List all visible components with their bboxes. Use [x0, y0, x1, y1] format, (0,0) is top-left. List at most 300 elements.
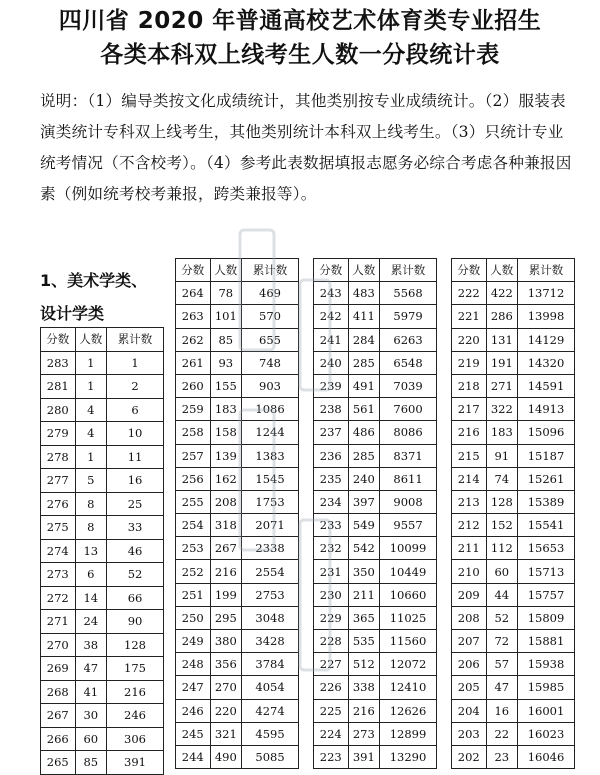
table-row	[176, 305, 299, 328]
count-cell: 397	[348, 490, 380, 513]
score-cell: 281	[41, 375, 76, 399]
count-cell: 155	[210, 374, 242, 397]
score-cell: 267	[41, 704, 76, 728]
count-cell: 30	[75, 704, 107, 728]
table-row	[452, 351, 575, 374]
cumulative-cell: 11025	[380, 606, 437, 629]
count-cell: 74	[486, 467, 518, 490]
count-cell: 44	[486, 583, 518, 606]
score-cell: 252	[176, 560, 211, 583]
count-cell: 486	[348, 421, 380, 444]
score-cell: 249	[176, 630, 211, 653]
cumulative-cell: 2071	[242, 514, 299, 537]
count-cell: 128	[486, 490, 518, 513]
score-cell: 254	[176, 514, 211, 537]
count-cell: 60	[75, 727, 107, 751]
score-cell: 204	[452, 699, 487, 722]
cumulative-cell: 6548	[380, 351, 437, 374]
count-cell: 535	[348, 630, 380, 653]
score-cell: 274	[41, 539, 76, 563]
count-cell: 38	[75, 633, 107, 657]
cumulative-cell: 216	[107, 680, 164, 704]
score-cell: 255	[176, 490, 211, 513]
table-row	[41, 398, 164, 422]
score-cell: 266	[41, 727, 76, 751]
score-cell: 228	[314, 630, 349, 653]
table-row	[176, 328, 299, 351]
cumulative-cell: 15757	[518, 583, 575, 606]
count-cell: 356	[210, 653, 242, 676]
count-cell: 22	[486, 722, 518, 745]
table-row	[452, 699, 575, 722]
score-cell: 271	[41, 610, 76, 634]
column-header: 人数	[486, 259, 518, 282]
score-cell: 242	[314, 305, 349, 328]
count-cell: 380	[210, 630, 242, 653]
score-cell: 250	[176, 606, 211, 629]
cumulative-cell: 4274	[242, 699, 299, 722]
count-cell: 286	[486, 305, 518, 328]
cumulative-cell: 903	[242, 374, 299, 397]
count-cell: 321	[210, 722, 242, 745]
cumulative-cell: 10660	[380, 583, 437, 606]
count-cell: 4	[75, 398, 107, 422]
score-cell: 243	[314, 282, 349, 305]
cumulative-cell: 14129	[518, 328, 575, 351]
score-cell: 215	[452, 444, 487, 467]
cumulative-cell: 15389	[518, 490, 575, 513]
count-cell: 318	[210, 514, 242, 537]
count-cell: 13	[75, 539, 107, 563]
table-row	[314, 374, 437, 397]
score-cell: 213	[452, 490, 487, 513]
count-cell: 4	[75, 422, 107, 446]
cumulative-cell: 1753	[242, 490, 299, 513]
count-cell: 16	[486, 699, 518, 722]
column-header: 累计数	[518, 259, 575, 282]
cumulative-cell: 16046	[518, 745, 575, 768]
count-cell: 78	[210, 282, 242, 305]
count-cell: 8	[75, 516, 107, 540]
cumulative-cell: 13290	[380, 745, 437, 768]
count-cell: 350	[348, 560, 380, 583]
header-row	[452, 259, 575, 282]
table-row	[41, 680, 164, 704]
count-cell: 24	[75, 610, 107, 634]
cumulative-cell: 12072	[380, 653, 437, 676]
table-row	[314, 722, 437, 745]
column-header: 人数	[75, 328, 107, 352]
table-row	[314, 467, 437, 490]
cumulative-cell: 6	[107, 398, 164, 422]
table-row	[41, 492, 164, 516]
count-cell: 512	[348, 653, 380, 676]
score-cell: 205	[452, 676, 487, 699]
table-row	[41, 586, 164, 610]
table-row	[314, 653, 437, 676]
table-row	[176, 676, 299, 699]
table-row	[41, 751, 164, 775]
column-header: 分数	[176, 259, 211, 282]
cumulative-cell: 15187	[518, 444, 575, 467]
count-cell: 47	[75, 657, 107, 681]
count-cell: 162	[210, 467, 242, 490]
table-row	[41, 610, 164, 634]
count-cell: 85	[210, 328, 242, 351]
score-cell: 259	[176, 398, 211, 421]
cumulative-cell: 16	[107, 469, 164, 493]
score-cell: 238	[314, 398, 349, 421]
header-row	[41, 328, 164, 352]
score-cell: 257	[176, 444, 211, 467]
cumulative-cell: 46	[107, 539, 164, 563]
score-cell: 251	[176, 583, 211, 606]
score-table-2	[175, 258, 299, 769]
count-cell: 6	[75, 563, 107, 587]
count-cell: 365	[348, 606, 380, 629]
cumulative-cell: 10449	[380, 560, 437, 583]
score-cell: 230	[314, 583, 349, 606]
count-cell: 91	[486, 444, 518, 467]
table-row	[452, 583, 575, 606]
count-cell: 422	[486, 282, 518, 305]
score-cell: 246	[176, 699, 211, 722]
table-row	[452, 745, 575, 768]
score-cell: 236	[314, 444, 349, 467]
count-cell: 5	[75, 469, 107, 493]
cumulative-cell: 2338	[242, 537, 299, 560]
column-header: 累计数	[107, 328, 164, 352]
table-row	[176, 606, 299, 629]
score-cell: 221	[452, 305, 487, 328]
count-cell: 60	[486, 560, 518, 583]
cumulative-cell: 33	[107, 516, 164, 540]
score-cell: 265	[41, 751, 76, 775]
cumulative-cell: 175	[107, 657, 164, 681]
cumulative-cell: 9008	[380, 490, 437, 513]
score-cell: 275	[41, 516, 76, 540]
column-header: 分数	[452, 259, 487, 282]
cumulative-cell: 8086	[380, 421, 437, 444]
table-row	[176, 537, 299, 560]
score-cell: 262	[176, 328, 211, 351]
cumulative-cell: 11	[107, 445, 164, 469]
count-cell: 208	[210, 490, 242, 513]
section-heading-line1: 1、美术学类、	[40, 271, 148, 290]
score-cell: 244	[176, 745, 211, 768]
table-row	[452, 537, 575, 560]
count-cell: 483	[348, 282, 380, 305]
score-cell: 237	[314, 421, 349, 444]
table-row	[452, 653, 575, 676]
score-cell: 270	[41, 633, 76, 657]
table-row	[176, 374, 299, 397]
score-cell: 218	[452, 374, 487, 397]
score-cell: 227	[314, 653, 349, 676]
count-cell: 391	[348, 745, 380, 768]
table-row	[41, 563, 164, 587]
cumulative-cell: 748	[242, 351, 299, 374]
count-cell: 1	[75, 375, 107, 399]
score-cell: 247	[176, 676, 211, 699]
table-row	[176, 745, 299, 768]
table-row	[41, 516, 164, 540]
cumulative-cell: 2753	[242, 583, 299, 606]
cumulative-cell: 12626	[380, 699, 437, 722]
count-cell: 14	[75, 586, 107, 610]
column-header: 分数	[314, 259, 349, 282]
table-row	[176, 467, 299, 490]
table-row	[41, 422, 164, 446]
table-row	[452, 606, 575, 629]
table-row	[314, 745, 437, 768]
header-row	[176, 259, 299, 282]
table-row	[176, 560, 299, 583]
cumulative-cell: 15541	[518, 514, 575, 537]
score-cell: 240	[314, 351, 349, 374]
score-cell: 245	[176, 722, 211, 745]
table-row	[314, 305, 437, 328]
score-cell: 202	[452, 745, 487, 768]
score-cell: 220	[452, 328, 487, 351]
cumulative-cell: 469	[242, 282, 299, 305]
table-row	[452, 421, 575, 444]
table-row	[176, 282, 299, 305]
score-cell: 225	[314, 699, 349, 722]
table-row	[176, 653, 299, 676]
score-cell: 261	[176, 351, 211, 374]
count-cell: 295	[210, 606, 242, 629]
explanation-note: 说明：（1）编导类按文化成绩统计，其他类别按专业成绩统计。（2）服装表演类统计专科双上线考生，其他类别统计本科双上线考生。（3）只统计专业统考情况（不含校考）。（4）参考此表数据填报志愿务必综合考虑各种兼报因素（例如统考校考兼报，跨类兼报等）。	[40, 92, 572, 203]
count-cell: 191	[486, 351, 518, 374]
cumulative-cell: 570	[242, 305, 299, 328]
cumulative-cell: 5979	[380, 305, 437, 328]
cumulative-cell: 10	[107, 422, 164, 446]
score-table-3	[313, 258, 437, 769]
score-cell: 226	[314, 676, 349, 699]
table-row	[314, 328, 437, 351]
count-cell: 139	[210, 444, 242, 467]
score-cell: 214	[452, 467, 487, 490]
score-cell: 241	[314, 328, 349, 351]
score-cell: 248	[176, 653, 211, 676]
table-row	[452, 560, 575, 583]
table-row	[452, 328, 575, 351]
table-row	[41, 445, 164, 469]
cumulative-cell: 90	[107, 610, 164, 634]
count-cell: 490	[210, 745, 242, 768]
table-row	[41, 727, 164, 751]
count-cell: 131	[486, 328, 518, 351]
table-row	[176, 444, 299, 467]
count-cell: 285	[348, 444, 380, 467]
table-row	[176, 583, 299, 606]
table-row	[452, 444, 575, 467]
count-cell: 152	[486, 514, 518, 537]
count-cell: 285	[348, 351, 380, 374]
count-cell: 183	[486, 421, 518, 444]
cumulative-cell: 6263	[380, 328, 437, 351]
cumulative-cell: 7039	[380, 374, 437, 397]
cumulative-cell: 12899	[380, 722, 437, 745]
score-cell: 212	[452, 514, 487, 537]
cumulative-cell: 52	[107, 563, 164, 587]
cumulative-cell: 8611	[380, 467, 437, 490]
table-row	[314, 421, 437, 444]
score-cell: 210	[452, 560, 487, 583]
table-row	[314, 514, 437, 537]
score-cell: 278	[41, 445, 76, 469]
table-row	[314, 676, 437, 699]
cumulative-cell: 5085	[242, 745, 299, 768]
cumulative-cell: 15261	[518, 467, 575, 490]
table-row	[41, 351, 164, 375]
score-cell: 232	[314, 537, 349, 560]
table-row	[314, 560, 437, 583]
count-cell: 240	[348, 467, 380, 490]
count-cell: 8	[75, 492, 107, 516]
table-row	[176, 514, 299, 537]
cumulative-cell: 16023	[518, 722, 575, 745]
cumulative-cell: 15809	[518, 606, 575, 629]
count-cell: 112	[486, 537, 518, 560]
table-row	[452, 722, 575, 745]
cumulative-cell: 3784	[242, 653, 299, 676]
count-cell: 220	[210, 699, 242, 722]
count-cell: 57	[486, 653, 518, 676]
count-cell: 322	[486, 398, 518, 421]
cumulative-cell: 306	[107, 727, 164, 751]
count-cell: 41	[75, 680, 107, 704]
cumulative-cell: 391	[107, 751, 164, 775]
cumulative-cell: 9557	[380, 514, 437, 537]
score-cell: 279	[41, 422, 76, 446]
table-row	[314, 398, 437, 421]
cumulative-cell: 15096	[518, 421, 575, 444]
cumulative-cell: 2	[107, 375, 164, 399]
score-cell: 206	[452, 653, 487, 676]
table-row	[41, 375, 164, 399]
count-cell: 273	[348, 722, 380, 745]
cumulative-cell: 14913	[518, 398, 575, 421]
table-row	[314, 444, 437, 467]
score-cell: 272	[41, 586, 76, 610]
cumulative-cell: 1	[107, 351, 164, 375]
cumulative-cell: 7600	[380, 398, 437, 421]
cumulative-cell: 1383	[242, 444, 299, 467]
count-cell: 23	[486, 745, 518, 768]
cumulative-cell: 15938	[518, 653, 575, 676]
table-row	[176, 490, 299, 513]
score-cell: 263	[176, 305, 211, 328]
table-row	[452, 467, 575, 490]
score-cell: 223	[314, 745, 349, 768]
score-cell: 269	[41, 657, 76, 681]
cumulative-cell: 246	[107, 704, 164, 728]
cumulative-cell: 2554	[242, 560, 299, 583]
column-header: 累计数	[242, 259, 299, 282]
cumulative-cell: 3428	[242, 630, 299, 653]
count-cell: 411	[348, 305, 380, 328]
score-cell: 264	[176, 282, 211, 305]
score-cell: 219	[452, 351, 487, 374]
count-cell: 270	[210, 676, 242, 699]
score-cell: 268	[41, 680, 76, 704]
table-row	[41, 633, 164, 657]
count-cell: 211	[348, 583, 380, 606]
cumulative-cell: 5568	[380, 282, 437, 305]
count-cell: 47	[486, 676, 518, 699]
score-table-4	[451, 258, 575, 769]
score-cell: 234	[314, 490, 349, 513]
count-cell: 101	[210, 305, 242, 328]
column-header: 分数	[41, 328, 76, 352]
table-row	[314, 606, 437, 629]
score-cell: 233	[314, 514, 349, 537]
table-row	[41, 469, 164, 493]
score-cell: 273	[41, 563, 76, 587]
score-cell: 276	[41, 492, 76, 516]
table-row	[452, 514, 575, 537]
cumulative-cell: 4595	[242, 722, 299, 745]
score-cell: 283	[41, 351, 76, 375]
table-row	[314, 583, 437, 606]
score-cell: 231	[314, 560, 349, 583]
count-cell: 561	[348, 398, 380, 421]
table-row	[314, 282, 437, 305]
table-row	[452, 305, 575, 328]
score-cell: 217	[452, 398, 487, 421]
score-cell: 207	[452, 630, 487, 653]
cumulative-cell: 10099	[380, 537, 437, 560]
score-cell: 280	[41, 398, 76, 422]
count-cell: 158	[210, 421, 242, 444]
cumulative-cell: 11560	[380, 630, 437, 653]
score-cell: 256	[176, 467, 211, 490]
table-row	[176, 398, 299, 421]
count-cell: 1	[75, 351, 107, 375]
score-table-1	[40, 327, 164, 775]
cumulative-cell: 16001	[518, 699, 575, 722]
score-cell: 260	[176, 374, 211, 397]
column-header: 累计数	[380, 259, 437, 282]
cumulative-cell: 15713	[518, 560, 575, 583]
section-heading-line2: 设计学类	[40, 304, 105, 323]
score-cell: 277	[41, 469, 76, 493]
count-cell: 72	[486, 630, 518, 653]
table-row	[176, 722, 299, 745]
count-cell: 93	[210, 351, 242, 374]
cumulative-cell: 655	[242, 328, 299, 351]
cumulative-cell: 8371	[380, 444, 437, 467]
cumulative-cell: 4054	[242, 676, 299, 699]
cumulative-cell: 3048	[242, 606, 299, 629]
count-cell: 183	[210, 398, 242, 421]
score-cell: 224	[314, 722, 349, 745]
score-cell: 229	[314, 606, 349, 629]
cumulative-cell: 25	[107, 492, 164, 516]
table-row	[452, 676, 575, 699]
score-cell: 258	[176, 421, 211, 444]
cumulative-cell: 66	[107, 586, 164, 610]
count-cell: 267	[210, 537, 242, 560]
table-row	[452, 282, 575, 305]
table-row	[176, 699, 299, 722]
count-cell: 284	[348, 328, 380, 351]
cumulative-cell: 1545	[242, 467, 299, 490]
score-cell: 239	[314, 374, 349, 397]
table-row	[314, 351, 437, 374]
